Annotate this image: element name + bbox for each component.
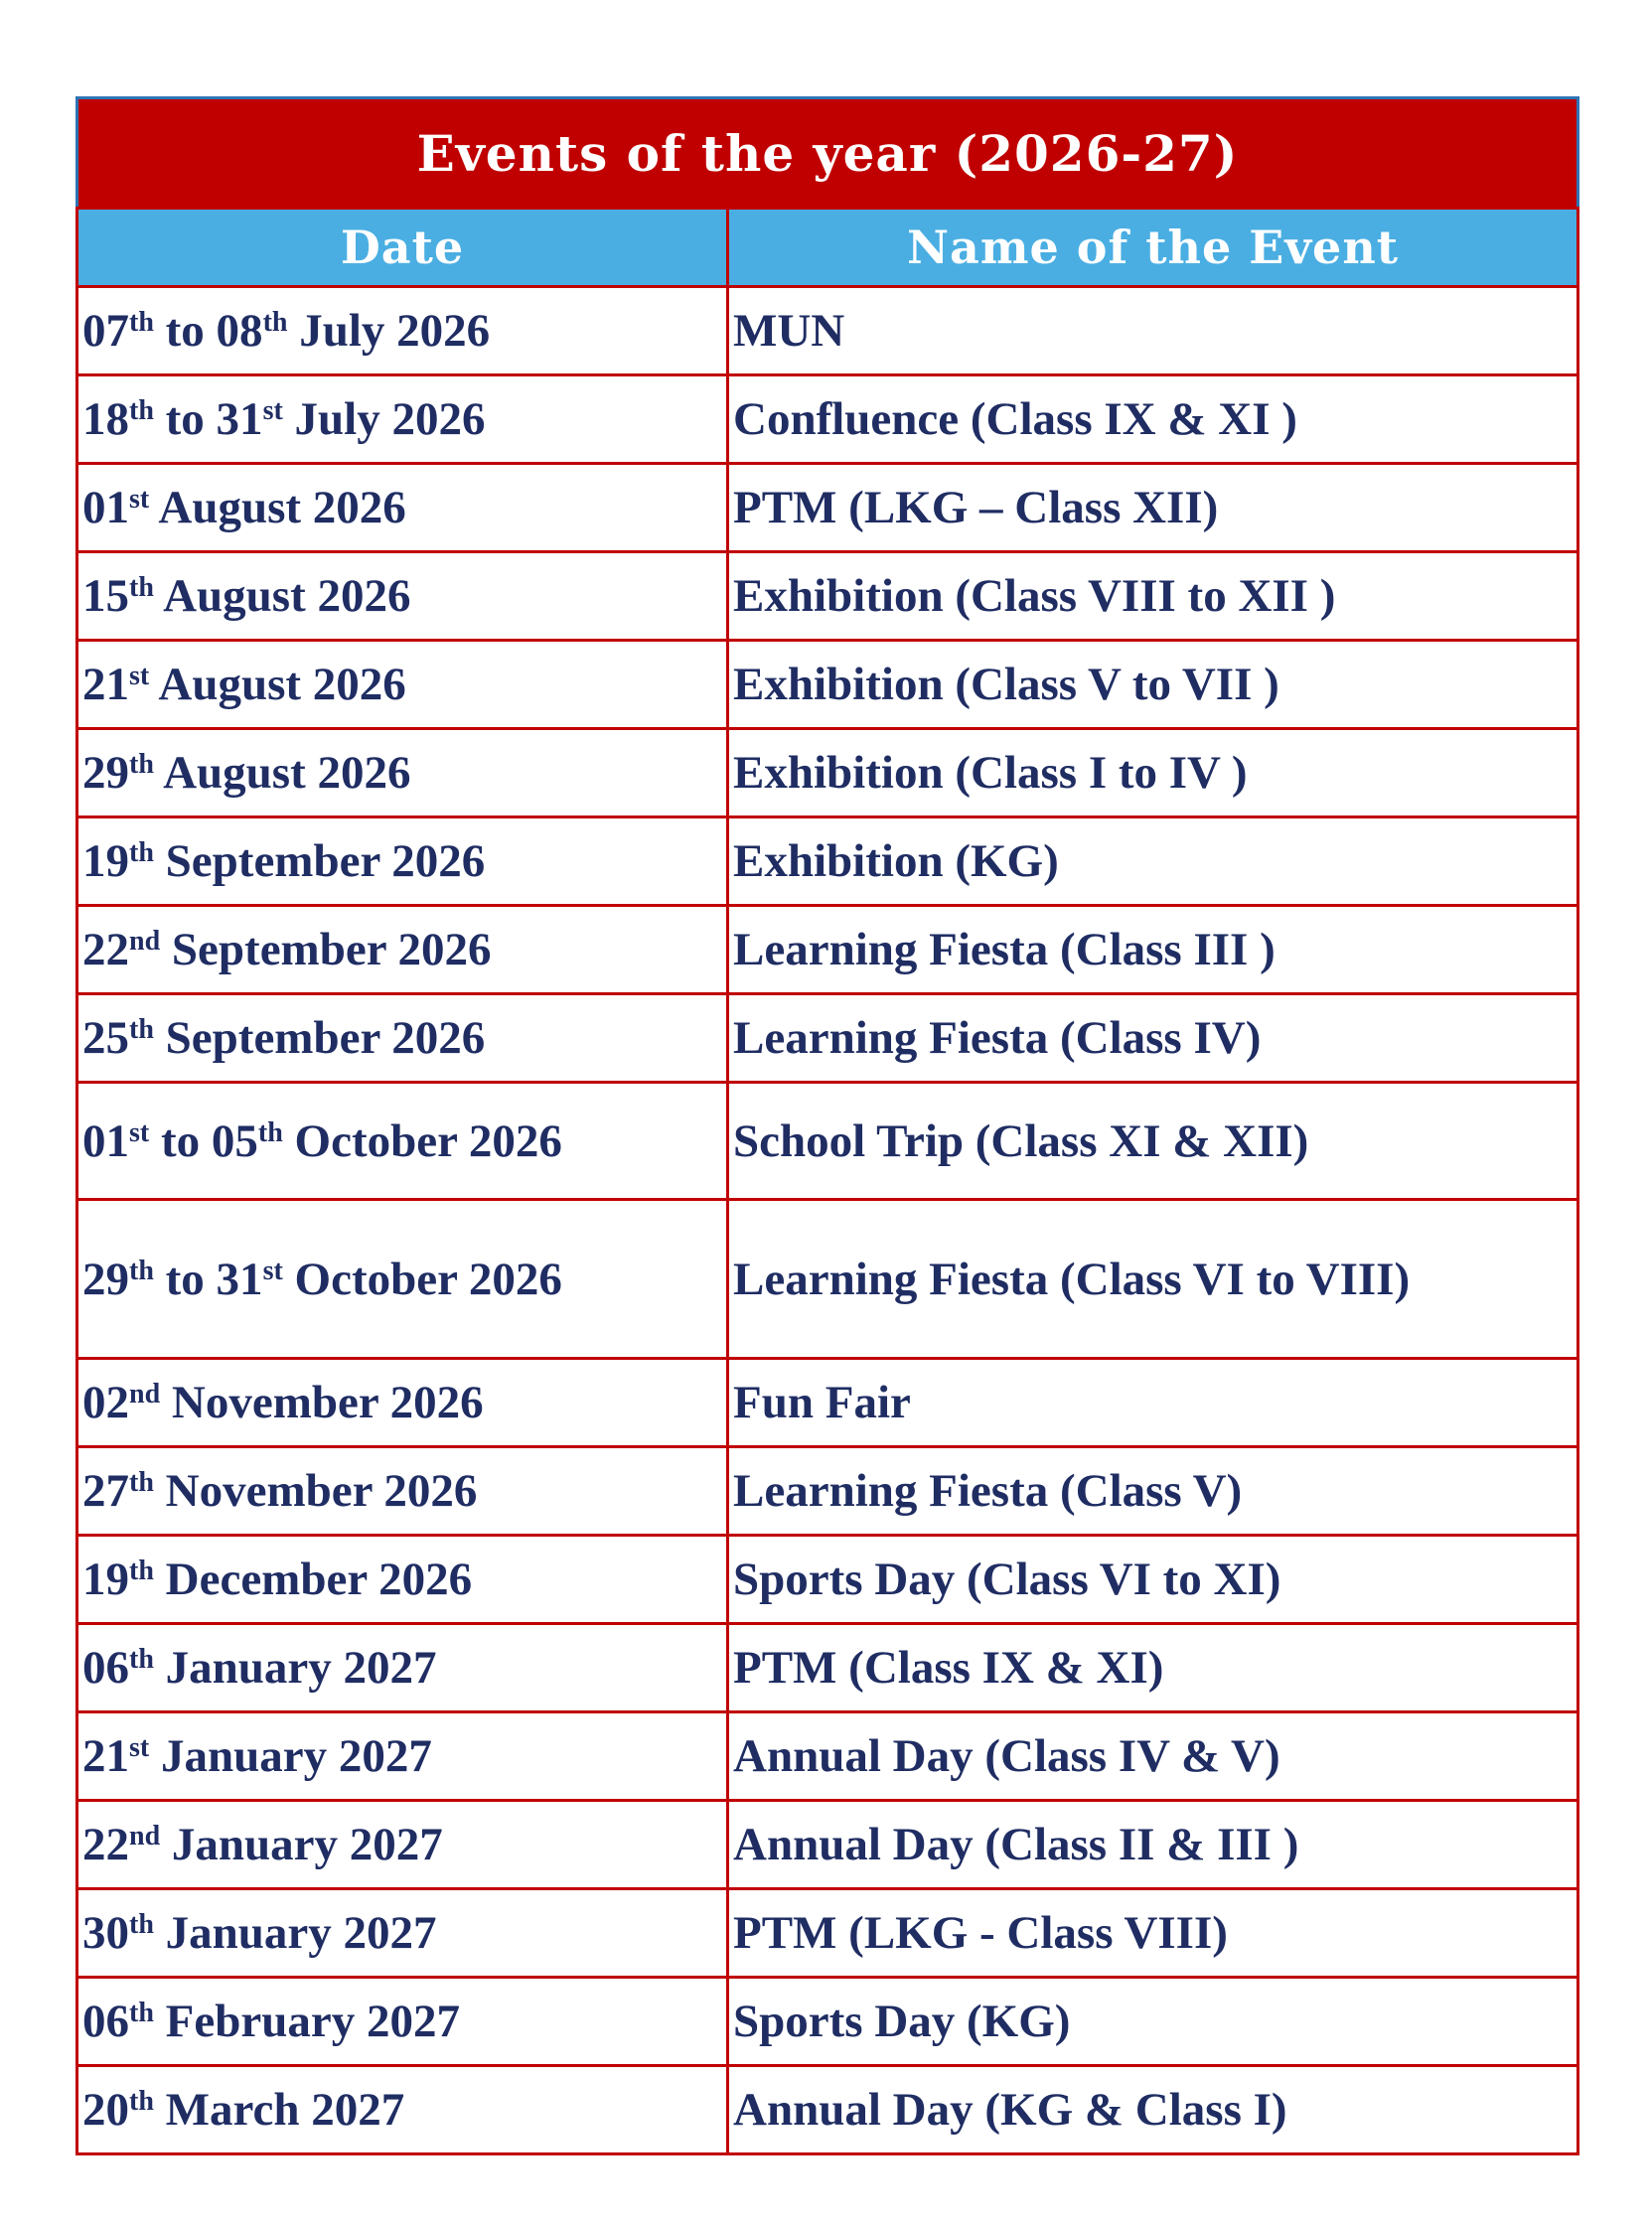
table-row — [77, 1712, 1578, 1801]
table-row — [77, 552, 1578, 641]
event-date-cell — [77, 641, 728, 729]
date-text: to 08 — [153, 305, 263, 357]
date-ordinal-suffix: th — [129, 749, 154, 780]
table-title: Events of the year (2026-27) — [77, 98, 1578, 209]
event-date-cell — [77, 1536, 728, 1624]
event-name-cell: Exhibition (KG) — [728, 817, 1578, 906]
date-ordinal-suffix: st — [129, 1732, 150, 1763]
date-text: August 2026 — [149, 482, 406, 533]
date-text: to 05 — [149, 1114, 258, 1167]
date-text: 01 — [82, 1114, 129, 1167]
event-date-cell — [77, 552, 728, 641]
date-text: February 2027 — [153, 1996, 460, 2047]
date-ordinal-suffix: th — [129, 1644, 154, 1675]
date-text: November 2026 — [153, 1465, 478, 1517]
event-date-cell — [77, 375, 728, 464]
date-text: August 2026 — [149, 659, 406, 710]
date-ordinal-suffix: th — [129, 1255, 154, 1286]
table-row — [77, 1447, 1578, 1536]
date-text: January 2027 — [153, 1642, 437, 1694]
table-row — [77, 1801, 1578, 1889]
date-text: 07 — [82, 305, 129, 357]
event-date-cell — [77, 906, 728, 994]
event-date-cell — [77, 1889, 728, 1978]
date-text: August 2026 — [153, 747, 411, 799]
date-ordinal-suffix: th — [129, 1909, 154, 1940]
date-text: January 2027 — [153, 1907, 437, 1959]
event-date-cell — [77, 994, 728, 1083]
event-name-cell: Exhibition (Class I to IV ) — [728, 729, 1578, 817]
events-body — [77, 287, 1578, 2154]
date-text: 06 — [82, 1642, 129, 1694]
date-text: July 2026 — [282, 393, 486, 445]
date-ordinal-suffix: th — [257, 1116, 283, 1148]
event-name-cell: MUN — [728, 287, 1578, 375]
table-row — [77, 1978, 1578, 2066]
title-row — [77, 98, 1578, 209]
date-ordinal-suffix: nd — [129, 1821, 161, 1852]
date-ordinal-suffix: th — [262, 307, 288, 338]
event-name-cell: PTM (LKG – Class XII) — [728, 464, 1578, 552]
date-text: to 31 — [153, 393, 263, 445]
event-name-cell: Confluence (Class IX & XI ) — [728, 375, 1578, 464]
event-date-cell — [77, 464, 728, 552]
date-ordinal-suffix: th — [129, 1014, 154, 1045]
date-text: October 2026 — [282, 1114, 562, 1167]
date-ordinal-suffix: th — [129, 395, 154, 426]
date-text: 19 — [82, 1554, 129, 1605]
date-ordinal-suffix: th — [129, 307, 154, 338]
table-row — [77, 1200, 1578, 1359]
date-text: November 2026 — [160, 1377, 484, 1428]
date-column-header: Date — [77, 209, 728, 287]
date-text: 19 — [82, 835, 129, 887]
date-text: 15 — [82, 570, 129, 622]
date-ordinal-suffix: st — [129, 484, 150, 515]
date-text: September 2026 — [153, 835, 486, 887]
event-name-cell: Exhibition (Class V to VII ) — [728, 641, 1578, 729]
date-text: 22 — [82, 1819, 129, 1870]
date-text: 29 — [82, 747, 129, 799]
date-ordinal-suffix: st — [129, 661, 150, 691]
event-name-cell: PTM (Class IX & XI) — [728, 1624, 1578, 1712]
date-ordinal-suffix: st — [262, 1255, 283, 1286]
date-ordinal-suffix: th — [129, 572, 154, 603]
date-text: October 2026 — [282, 1253, 562, 1305]
table-row — [77, 729, 1578, 817]
date-ordinal-suffix: st — [129, 1116, 150, 1148]
date-ordinal-suffix: th — [129, 837, 154, 868]
date-ordinal-suffix: nd — [129, 926, 161, 957]
date-ordinal-suffix: th — [129, 1998, 154, 2028]
event-date-cell — [77, 1801, 728, 1889]
table-row — [77, 817, 1578, 906]
table-row — [77, 1624, 1578, 1712]
date-text: December 2026 — [153, 1554, 473, 1605]
event-date-cell — [77, 817, 728, 906]
date-text: 29 — [82, 1253, 129, 1305]
date-ordinal-suffix: th — [129, 2086, 154, 2117]
event-name-cell: School Trip (Class XI & XII) — [728, 1083, 1578, 1200]
event-date-cell — [77, 1624, 728, 1712]
date-text: 06 — [82, 1996, 129, 2047]
event-name-cell: Exhibition (Class VIII to XII ) — [728, 552, 1578, 641]
date-text: 22 — [82, 924, 129, 975]
date-text: 18 — [82, 393, 129, 445]
event-name-cell: Fun Fair — [728, 1359, 1578, 1447]
date-text: 21 — [82, 659, 129, 710]
event-name-cell: Annual Day (Class IV & V) — [728, 1712, 1578, 1801]
date-text: 20 — [82, 2084, 129, 2136]
date-text: July 2026 — [287, 305, 491, 357]
date-text: 02 — [82, 1377, 129, 1428]
date-text: January 2027 — [149, 1730, 432, 1782]
event-name-cell: Sports Day (KG) — [728, 1978, 1578, 2066]
table-row — [77, 1536, 1578, 1624]
event-name-cell: Sports Day (Class VI to XI) — [728, 1536, 1578, 1624]
table-row — [77, 2066, 1578, 2154]
table-row — [77, 906, 1578, 994]
event-column-header: Name of the Event — [728, 209, 1578, 287]
date-ordinal-suffix: th — [129, 1555, 154, 1586]
event-date-cell — [77, 1200, 728, 1359]
table-row — [77, 1083, 1578, 1200]
event-name-cell: Learning Fiesta (Class VI to VIII) — [728, 1200, 1578, 1359]
date-text: 27 — [82, 1465, 129, 1517]
event-date-cell — [77, 287, 728, 375]
table-row — [77, 464, 1578, 552]
date-text: 01 — [82, 482, 129, 533]
event-date-cell — [77, 1978, 728, 2066]
table-row — [77, 287, 1578, 375]
date-ordinal-suffix: st — [262, 395, 283, 426]
date-text: 21 — [82, 1730, 129, 1782]
event-name-cell: Learning Fiesta (Class V) — [728, 1447, 1578, 1536]
event-name-cell: Learning Fiesta (Class III ) — [728, 906, 1578, 994]
date-text: to 31 — [153, 1253, 263, 1305]
event-date-cell — [77, 729, 728, 817]
table-row — [77, 641, 1578, 729]
event-name-cell: PTM (LKG - Class VIII) — [728, 1889, 1578, 1978]
date-text: 30 — [82, 1907, 129, 1959]
event-date-cell — [77, 1712, 728, 1801]
date-text: September 2026 — [153, 1012, 486, 1064]
table-row — [77, 1889, 1578, 1978]
date-text: January 2027 — [160, 1819, 443, 1870]
date-text: August 2026 — [153, 570, 411, 622]
date-ordinal-suffix: th — [129, 1467, 154, 1498]
events-table — [75, 96, 1579, 2155]
table-row — [77, 375, 1578, 464]
event-date-cell — [77, 2066, 728, 2154]
table-row — [77, 1359, 1578, 1447]
header-row — [77, 209, 1578, 287]
date-text: September 2026 — [160, 924, 492, 975]
event-date-cell — [77, 1359, 728, 1447]
event-date-cell — [77, 1083, 728, 1200]
event-name-cell: Annual Day (KG & Class I) — [728, 2066, 1578, 2154]
date-text: 25 — [82, 1012, 129, 1064]
event-name-cell: Annual Day (Class II & III ) — [728, 1801, 1578, 1889]
table-row — [77, 994, 1578, 1083]
event-date-cell — [77, 1447, 728, 1536]
date-text: March 2027 — [153, 2084, 405, 2136]
event-name-cell: Learning Fiesta (Class IV) — [728, 994, 1578, 1083]
date-ordinal-suffix: nd — [129, 1379, 161, 1409]
